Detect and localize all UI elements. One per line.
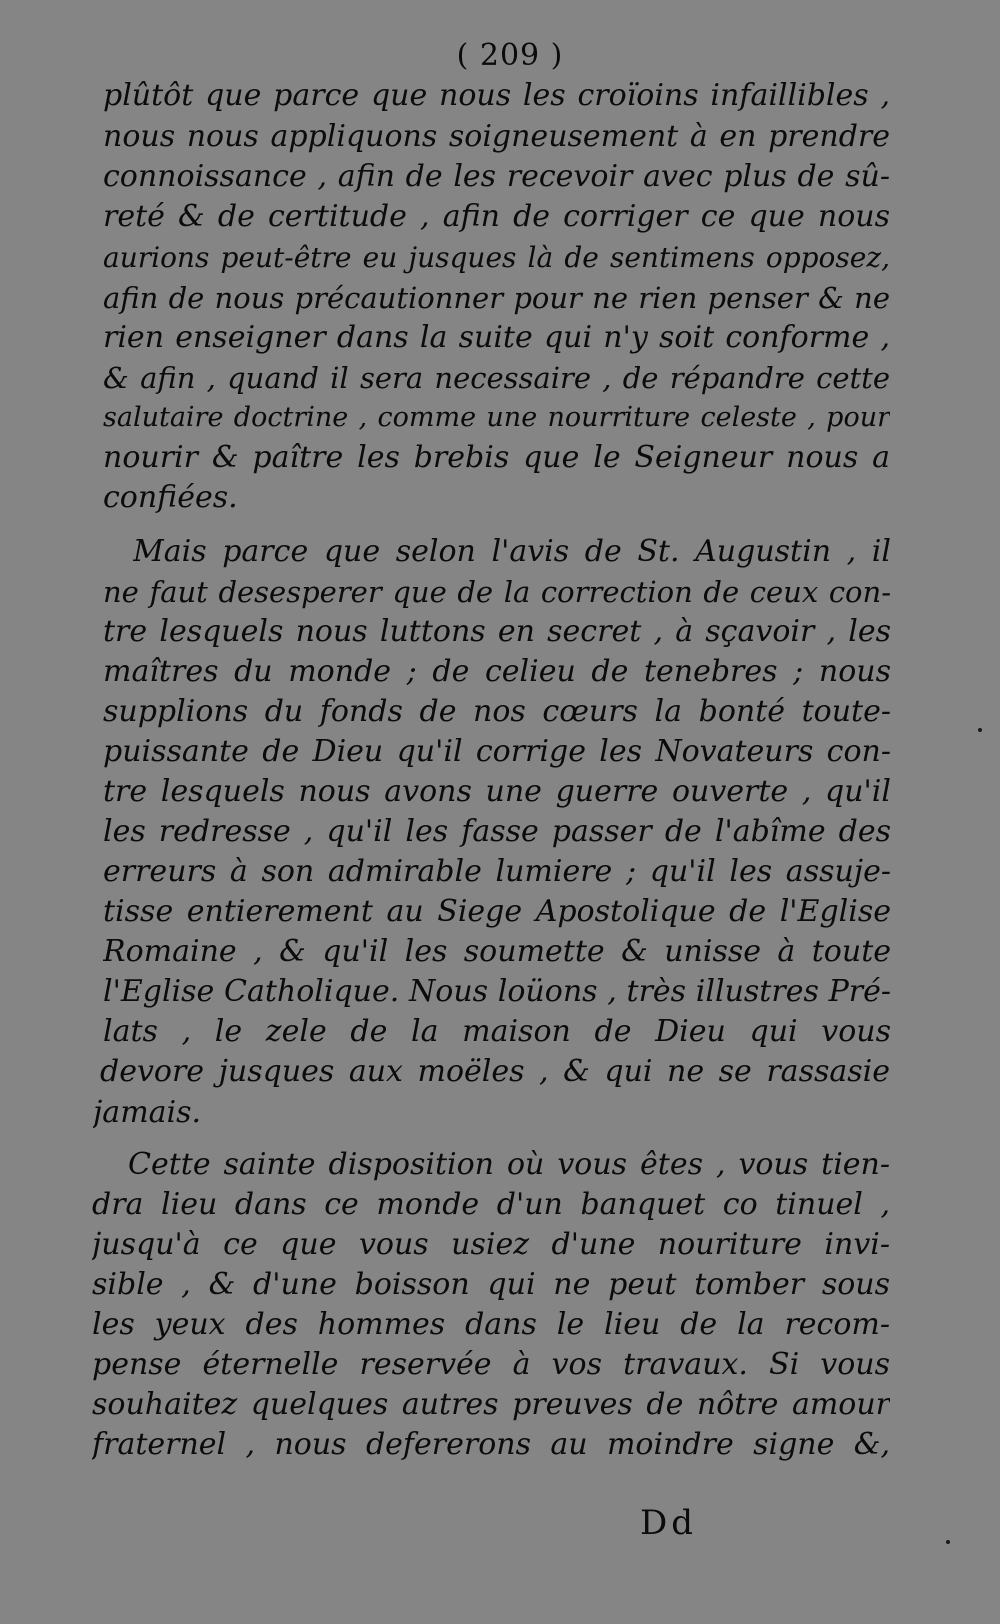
text-line: nourir & paître les brebis que le Seigneur nous a xyxy=(103,440,890,475)
text-line: tre lesquels nous avons une guerre ouverte , qu'il xyxy=(103,774,891,809)
text-line: Romaine , & qu'il les soumette & unisse à toute xyxy=(103,934,891,969)
text-line: Cette sainte disposition où vous êtes , vous tien- xyxy=(128,1147,890,1182)
text-line: souhaitez quelques autres preuves de nôtre amour xyxy=(92,1387,890,1422)
text-line: connoissance , afin de les recevoir avec plus de sû- xyxy=(103,159,890,194)
signature-mark: Dd xyxy=(640,1503,698,1543)
text-line: sible , & d'une boisson qui ne peut tomber sous xyxy=(92,1267,890,1302)
page-number: ( 209 ) xyxy=(456,38,564,73)
ink-speck xyxy=(978,728,982,732)
text-line: les redresse , qu'il les fasse passer de l'abîme des xyxy=(103,814,891,849)
text-line: confiées. xyxy=(103,480,238,515)
text-line: maîtres du monde ; de celieu de tenebres ; nous xyxy=(103,654,891,689)
text-line: puissante de Dieu qu'il corrige les Novateurs con- xyxy=(103,734,891,769)
text-line: tisse entierement au Siege Apostolique de l'Eglise xyxy=(103,894,891,929)
text-line: aurions peut-être eu jusques là de sentimens opposez, xyxy=(103,241,890,274)
text-line: ne faut desesperer que de la correction de ceux con- xyxy=(103,575,891,609)
text-line: nous nous appliquons soigneusement à en prendre xyxy=(103,119,890,154)
text-line: les yeux des hommes dans le lieu de la recom- xyxy=(92,1307,890,1342)
text-line: supplions du fonds de nos cœurs la bonté toute- xyxy=(103,694,891,729)
text-line: jamais. xyxy=(93,1095,202,1130)
text-line: devore jusques aux moëles , & qui ne se rassasie xyxy=(100,1054,890,1089)
text-line: l'Eglise Catholique. Nous loüons , très illustres Pré- xyxy=(103,974,891,1009)
text-line: erreurs à son admirable lumiere ; qu'il les assuje- xyxy=(103,854,891,889)
text-line: reté & de certitude , afin de corriger ce que nous xyxy=(103,199,890,234)
text-line: fraternel , nous defererons au moindre signe &, xyxy=(92,1427,890,1462)
text-line: tre lesquels nous luttons en secret , à sçavoir , les xyxy=(103,614,891,649)
text-line: afin de nous précautionner pour ne rien penser & ne xyxy=(103,281,890,315)
text-line: plûtôt que parce que nous les croïoins infaillibles , xyxy=(103,78,890,113)
text-line: lats , le zele de la maison de Dieu qui vous xyxy=(103,1014,891,1049)
text-line: dra lieu dans ce monde d'un banquet co tinuel , xyxy=(92,1187,890,1222)
text-line: salutaire doctrine , comme une nourriture celeste , pour xyxy=(103,402,890,433)
text-line: jusqu'à ce que vous usiez d'une nouriture invi- xyxy=(92,1227,890,1262)
text-line: & afin , quand il sera necessaire , de répandre cette xyxy=(103,361,890,395)
text-line: Mais parce que selon l'avis de St. Augustin , il xyxy=(133,534,891,569)
text-line: pense éternelle reservée à vos travaux. Si vous xyxy=(92,1347,890,1382)
ink-speck xyxy=(946,1540,950,1544)
text-line: rien enseigner dans la suite qui n'y soit conforme , xyxy=(103,320,890,355)
